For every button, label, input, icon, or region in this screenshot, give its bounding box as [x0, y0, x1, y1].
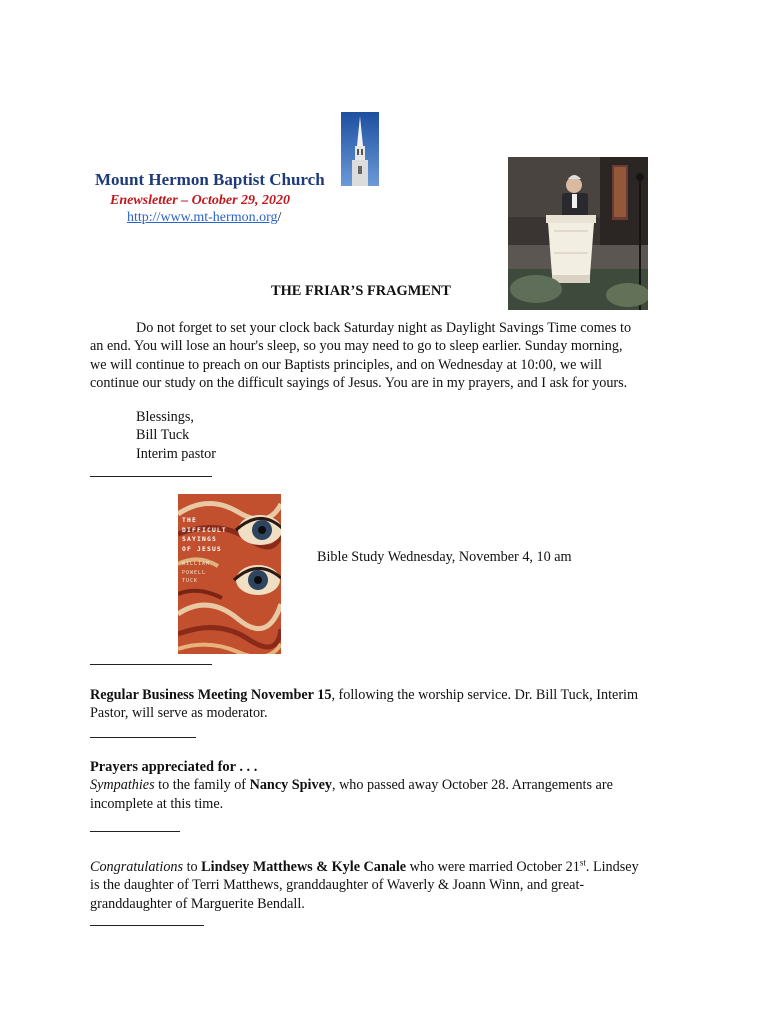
signature-title: Interim pastor	[136, 445, 216, 462]
friar-paragraph-line-2: an end. You will lose an hour's sleep, so you may need to go to sleep earlier. Sunday morning,	[90, 338, 623, 355]
congratulations-section	[90, 858, 690, 913]
signature-blessings: Blessings,	[136, 409, 194, 425]
divider-1	[90, 476, 212, 477]
book-author-line-2: POWELL	[182, 569, 207, 576]
prayers-section	[90, 758, 690, 813]
church-name: Mount Hermon Baptist Church	[95, 170, 325, 189]
business-meeting-heading: Regular Business Meeting November 15	[90, 687, 332, 703]
prayers-heading: Prayers appreciated for . . .	[90, 759, 258, 775]
prayers-person-name: Nancy Spivey	[249, 777, 332, 794]
prayers-text-pre: to the family of	[154, 777, 250, 794]
friar-paragraph-line-3: we will continue to preach on our Baptists principles, and on Wednesday at 10:00, we will	[90, 356, 602, 373]
book-author-line-1: WILLIAM	[182, 561, 211, 567]
friar-heading: THE FRIAR’S FRAGMENT	[271, 283, 451, 299]
divider-2	[90, 664, 212, 665]
divider-3	[90, 737, 196, 738]
congrats-line-2: is the daughter of Terri Matthews, granddaughter of Waverly & Joann Winn, and great-	[90, 877, 585, 894]
signature-name: Bill Tuck	[136, 427, 190, 444]
congrats-date-suffix: st	[579, 857, 586, 868]
business-meeting-text-1: , following the worship service. Dr. Bill Tuck, Interim	[331, 687, 639, 703]
pastor-at-pulpit-photo	[508, 157, 648, 310]
friar-paragraph-line-1: Do not forget to set your clock back Saturday night as Daylight Savings Time comes to	[136, 320, 632, 336]
congrats-text-post: who were married October 21	[406, 859, 580, 875]
bible-study-announcement: Bible Study Wednesday, November 4, 10 am	[317, 549, 572, 565]
website-link[interactable]: http://www.mt-hermon.org	[127, 210, 278, 225]
church-steeple-photo	[341, 112, 379, 186]
congrats-line-3: granddaughter of Marguerite Bendall.	[90, 895, 305, 912]
book-title-line-2: DIFFICULT	[182, 526, 227, 534]
prayers-text-post: , who passed away October 28. Arrangements are	[331, 777, 613, 794]
website-line	[127, 210, 281, 226]
divider-4	[90, 831, 180, 832]
friar-paragraph-line-4: continue our study on the difficult sayings of Jesus. You are in my prayers, and I ask for yours.	[90, 375, 628, 392]
congrats-text-end: . Lindsey	[585, 859, 639, 875]
book-title-line-1: THE	[182, 517, 197, 524]
business-meeting-notice	[90, 686, 690, 723]
divider-5	[90, 925, 204, 926]
congrats-label: Congratulations	[90, 859, 184, 875]
friar-paragraph	[90, 319, 680, 393]
book-cover-difficult-sayings	[178, 494, 281, 654]
book-author-line-3: TUCK	[182, 578, 199, 584]
business-meeting-text-2: Pastor, will serve as moderator.	[90, 705, 268, 722]
prayers-sympathies-label: Sympathies	[90, 777, 155, 794]
signature	[136, 408, 216, 463]
book-title-line-3: SAYINGS	[182, 536, 217, 544]
book-title-line-4: OF JESUS	[182, 545, 222, 553]
newsletter-date: Enewsletter – October 29, 2020	[110, 193, 291, 208]
congrats-text-pre: to	[183, 859, 202, 875]
website-slash: /	[277, 210, 282, 225]
congrats-couple-names: Lindsey Matthews & Kyle Canale	[201, 859, 407, 875]
prayers-text-line-2: incomplete at this time.	[90, 795, 224, 812]
